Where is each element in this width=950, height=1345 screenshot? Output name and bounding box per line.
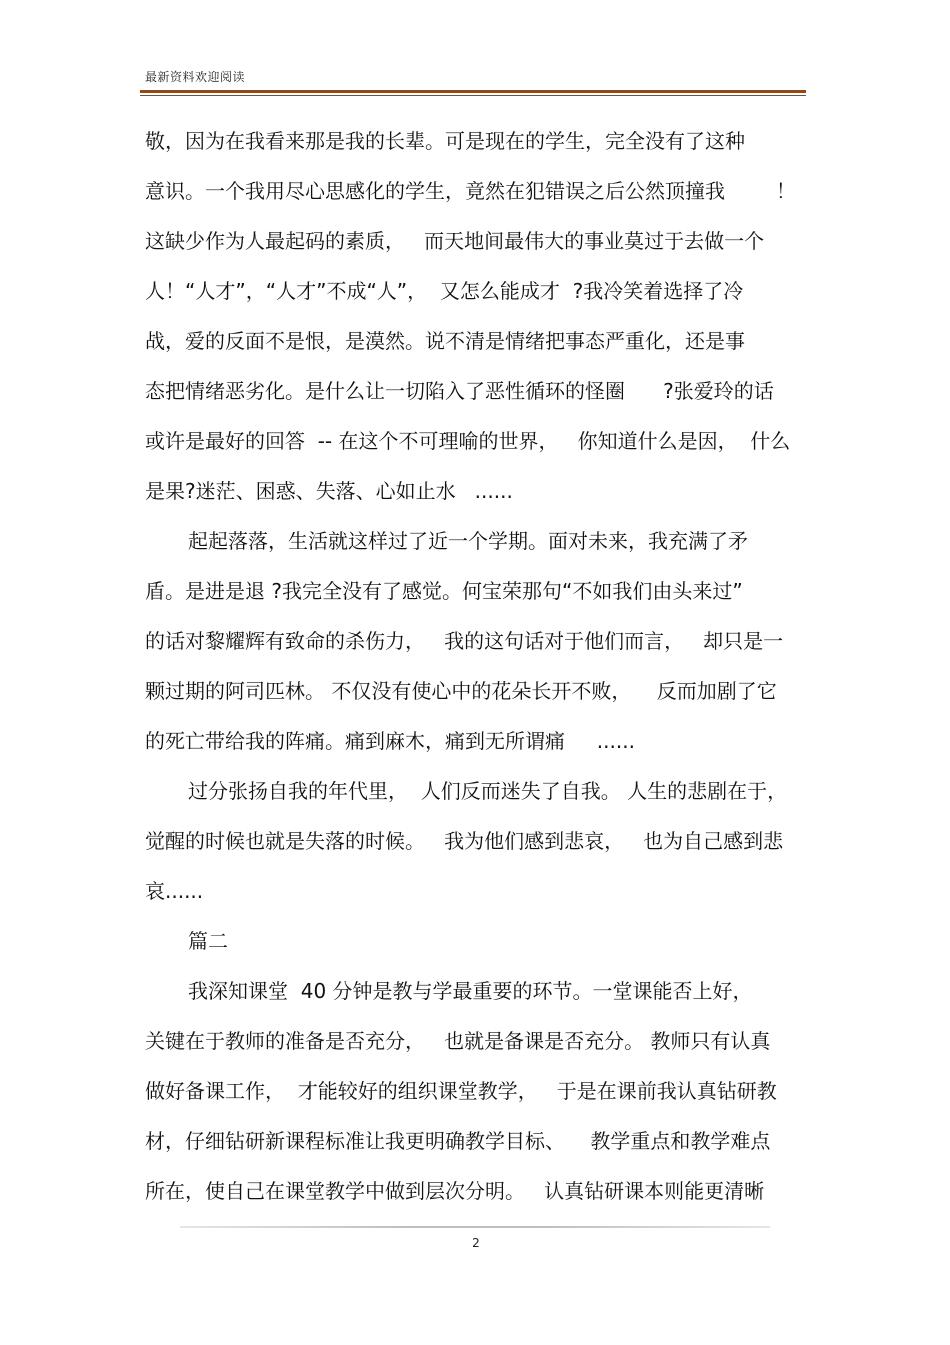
text-line: 态把情绪恶劣化。是什么让一切陷入了恶性循环的怪圈 ?张爱玲的话 [145, 379, 774, 403]
text-line: 做好备课工作， 才能较好的组织课堂教学， 于是在课前我认真钻研教 [145, 1079, 777, 1103]
text-line: 或许是最好的回答 -- 在这个不可理喻的世界， 你知道什么是因， 什么 [145, 429, 791, 453]
text-line: 这缺少作为人最起码的素质， 而天地间最伟大的事业莫过于去做一个 [145, 229, 765, 253]
text-line: 篇二 [188, 929, 228, 953]
text-line: 所在，使自己在课堂教学中做到层次分明。 认真钻研课本则能更清晰 [145, 1179, 765, 1203]
text-line: 起起落落，生活就这样过了近一个学期。面对未来，我充满了矛 [188, 529, 748, 553]
text-line: 意识。一个我用尽心思感化的学生，竟然在犯错误之后公然顶撞我 ！ [145, 179, 796, 203]
page-number: 2 [472, 1236, 480, 1250]
footer-rule [180, 1226, 770, 1228]
text-line: 的话对黎耀辉有致命的杀伤力， 我的这句话对于他们而言， 却只是一 [145, 629, 784, 653]
text-line: 盾。是进是退 ?我完全没有了感觉。何宝荣那句“不如我们由头来过” [145, 579, 743, 603]
text-line: 材，仔细钻研新课程标准让我更明确教学目标、 教学重点和教学难点 [145, 1129, 771, 1153]
text-line: 是果?迷茫、困惑、失落、心如止水 ...... [145, 479, 513, 503]
text-line: 敬，因为在我看来那是我的长辈。可是现在的学生，完全没有了这种 [145, 129, 745, 153]
header-rule-thick [140, 90, 806, 93]
text-line: 战，爱的反面不是恨，是漠然。说不清是情绪把事态严重化，还是事 [145, 329, 745, 353]
header-rule-thin [140, 95, 806, 96]
text-line: 我深知课堂 40 分钟是教与学最重要的环节。一堂课能否上好， [188, 979, 753, 1003]
document-body [145, 124, 805, 1224]
text-line: 哀...... [145, 879, 204, 903]
page-header: 最新资料欢迎阅读 [145, 70, 246, 84]
text-line: 关键在于教师的准备是否充分， 也就是备课是否充分。 教师只有认真 [145, 1029, 771, 1053]
text-line: 颗过期的阿司匹林。 不仅没有使心中的花朵长开不败， 反而加剧了它 [145, 679, 777, 703]
text-line: 过分张扬自我的年代里， 人们反而迷失了自我。 人生的悲剧在于， [188, 779, 788, 803]
text-line: 觉醒的时候也就是失落的时候。 我为他们感到悲哀， 也为自己感到悲 [145, 829, 784, 853]
text-line: 人！“人才”，“人才”不成“人”， 又怎么能成才 ?我冷笑着选择了冷 [145, 279, 744, 303]
text-line: 的死亡带给我的阵痛。痛到麻木，痛到无所谓痛 ...... [145, 729, 635, 753]
